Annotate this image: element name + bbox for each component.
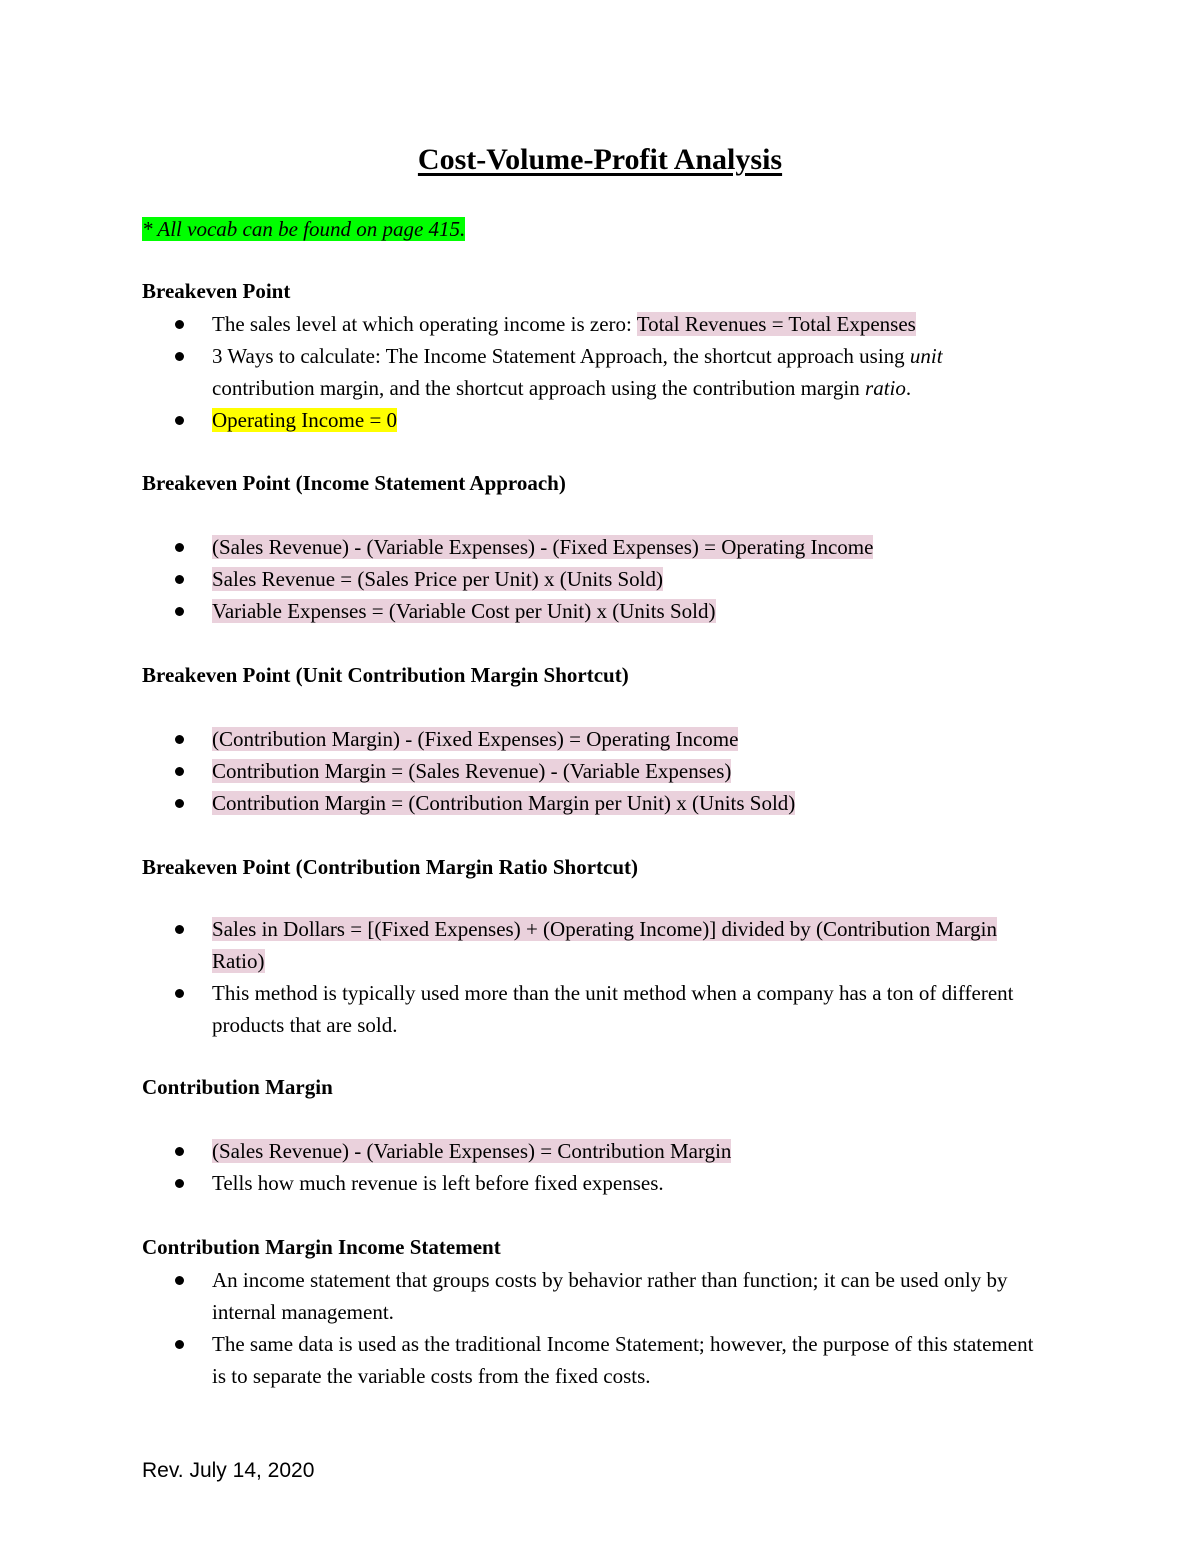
revision-date: Rev. July 14, 2020: [142, 1459, 315, 1482]
list-item: [142, 723, 1042, 755]
bullet-text: Tells how much revenue is left before fixed expenses.: [212, 1171, 664, 1195]
bullet-text: contribution margin, and the shortcut approach using the contribution margin: [212, 376, 866, 400]
bullet-icon: [175, 1340, 184, 1349]
bullet-icon: [175, 925, 184, 934]
bullet-text: This method is typically used more than the unit method when a company has a ton of different products that are sold.: [212, 981, 1014, 1037]
emphasis-unit: unit: [909, 344, 943, 368]
list-item: [142, 1135, 1042, 1167]
bullet-text: The sales level at which operating income is zero:: [212, 312, 637, 336]
bullet-text: An income statement that groups costs by behavior rather than function; it can be used only by internal management.: [212, 1268, 1008, 1324]
list-item: [142, 977, 1042, 1041]
bullet-text: 3 Ways to calculate: The Income Statement Approach, the shortcut approach using: [212, 344, 910, 368]
list-item: [142, 340, 1042, 404]
income-statement-list: [142, 531, 1042, 627]
formula-highlight: (Sales Revenue) - (Variable Expenses) - (Fixed Expenses) = Operating Income: [212, 535, 874, 559]
vocab-note-highlight: * All vocab can be found on page 415.: [142, 217, 466, 241]
list-item: [142, 913, 1042, 977]
page-title: Cost-Volume-Profit Analysis: [417, 143, 783, 176]
bullet-icon: [175, 1147, 184, 1156]
bullet-icon: [175, 607, 184, 616]
bullet-icon: [175, 543, 184, 552]
list-item: [142, 1264, 1042, 1328]
list-item: [142, 308, 1042, 340]
section-heading-unit-cm-shortcut: Breakeven Point (Unit Contribution Margin Shortcut): [142, 663, 629, 687]
contribution-margin-list: [142, 1135, 1042, 1199]
formula-highlight: Sales in Dollars = [(Fixed Expenses) + (Operating Income)] divided by (Contribution Margin Ratio): [212, 917, 997, 973]
formula-highlight: Contribution Margin = (Sales Revenue) - (Variable Expenses): [212, 759, 732, 783]
section-heading-contribution-margin: Contribution Margin: [142, 1075, 333, 1099]
formula-highlight: Variable Expenses = (Variable Cost per Unit) x (Units Sold): [212, 599, 716, 623]
section-heading-breakeven: Breakeven Point: [142, 279, 291, 303]
bullet-icon: [175, 1276, 184, 1285]
bullet-icon: [175, 767, 184, 776]
section-heading-cm-income-statement: Contribution Margin Income Statement: [142, 1235, 501, 1259]
bullet-icon: [175, 989, 184, 998]
formula-highlight: (Sales Revenue) - (Variable Expenses) = Contribution Margin: [212, 1139, 732, 1163]
list-item: [142, 563, 1042, 595]
list-item: [142, 1328, 1042, 1392]
list-item: [142, 531, 1042, 563]
cm-ratio-list: [142, 913, 1042, 1041]
formula-highlight: Contribution Margin = (Contribution Margin per Unit) x (Units Sold): [212, 791, 796, 815]
bullet-icon: [175, 1179, 184, 1188]
formula-highlight: Operating Income = 0: [212, 408, 398, 432]
breakeven-list: [142, 308, 1042, 436]
bullet-icon: [175, 416, 184, 425]
list-item: [142, 787, 1042, 819]
emphasis-ratio: ratio: [865, 376, 906, 400]
bullet-text: .: [905, 376, 912, 400]
list-item: [142, 595, 1042, 627]
bullet-icon: [175, 575, 184, 584]
vocab-note: [142, 214, 465, 244]
bullet-icon: [175, 352, 184, 361]
bullet-icon: [175, 799, 184, 808]
list-item: [142, 404, 1042, 436]
formula-highlight: Sales Revenue = (Sales Price per Unit) x (Units Sold): [212, 567, 664, 591]
formula-highlight: Total Revenues = Total Expenses: [636, 312, 916, 336]
formula-highlight: (Contribution Margin) - (Fixed Expenses) = Operating Income: [212, 727, 739, 751]
list-item: [142, 755, 1042, 787]
list-item: [142, 1167, 1042, 1199]
unit-cm-list: [142, 723, 1042, 819]
bullet-icon: [175, 735, 184, 744]
cm-income-statement-list: [142, 1264, 1042, 1392]
bullet-text: The same data is used as the traditional Income Statement; however, the purpose of this statement is to separate the variable costs from the fixed costs.: [212, 1332, 1034, 1388]
bullet-icon: [175, 320, 184, 329]
section-heading-cm-ratio-shortcut: Breakeven Point (Contribution Margin Ratio Shortcut): [142, 855, 639, 879]
section-heading-income-statement-approach: Breakeven Point (Income Statement Approach): [142, 471, 566, 495]
